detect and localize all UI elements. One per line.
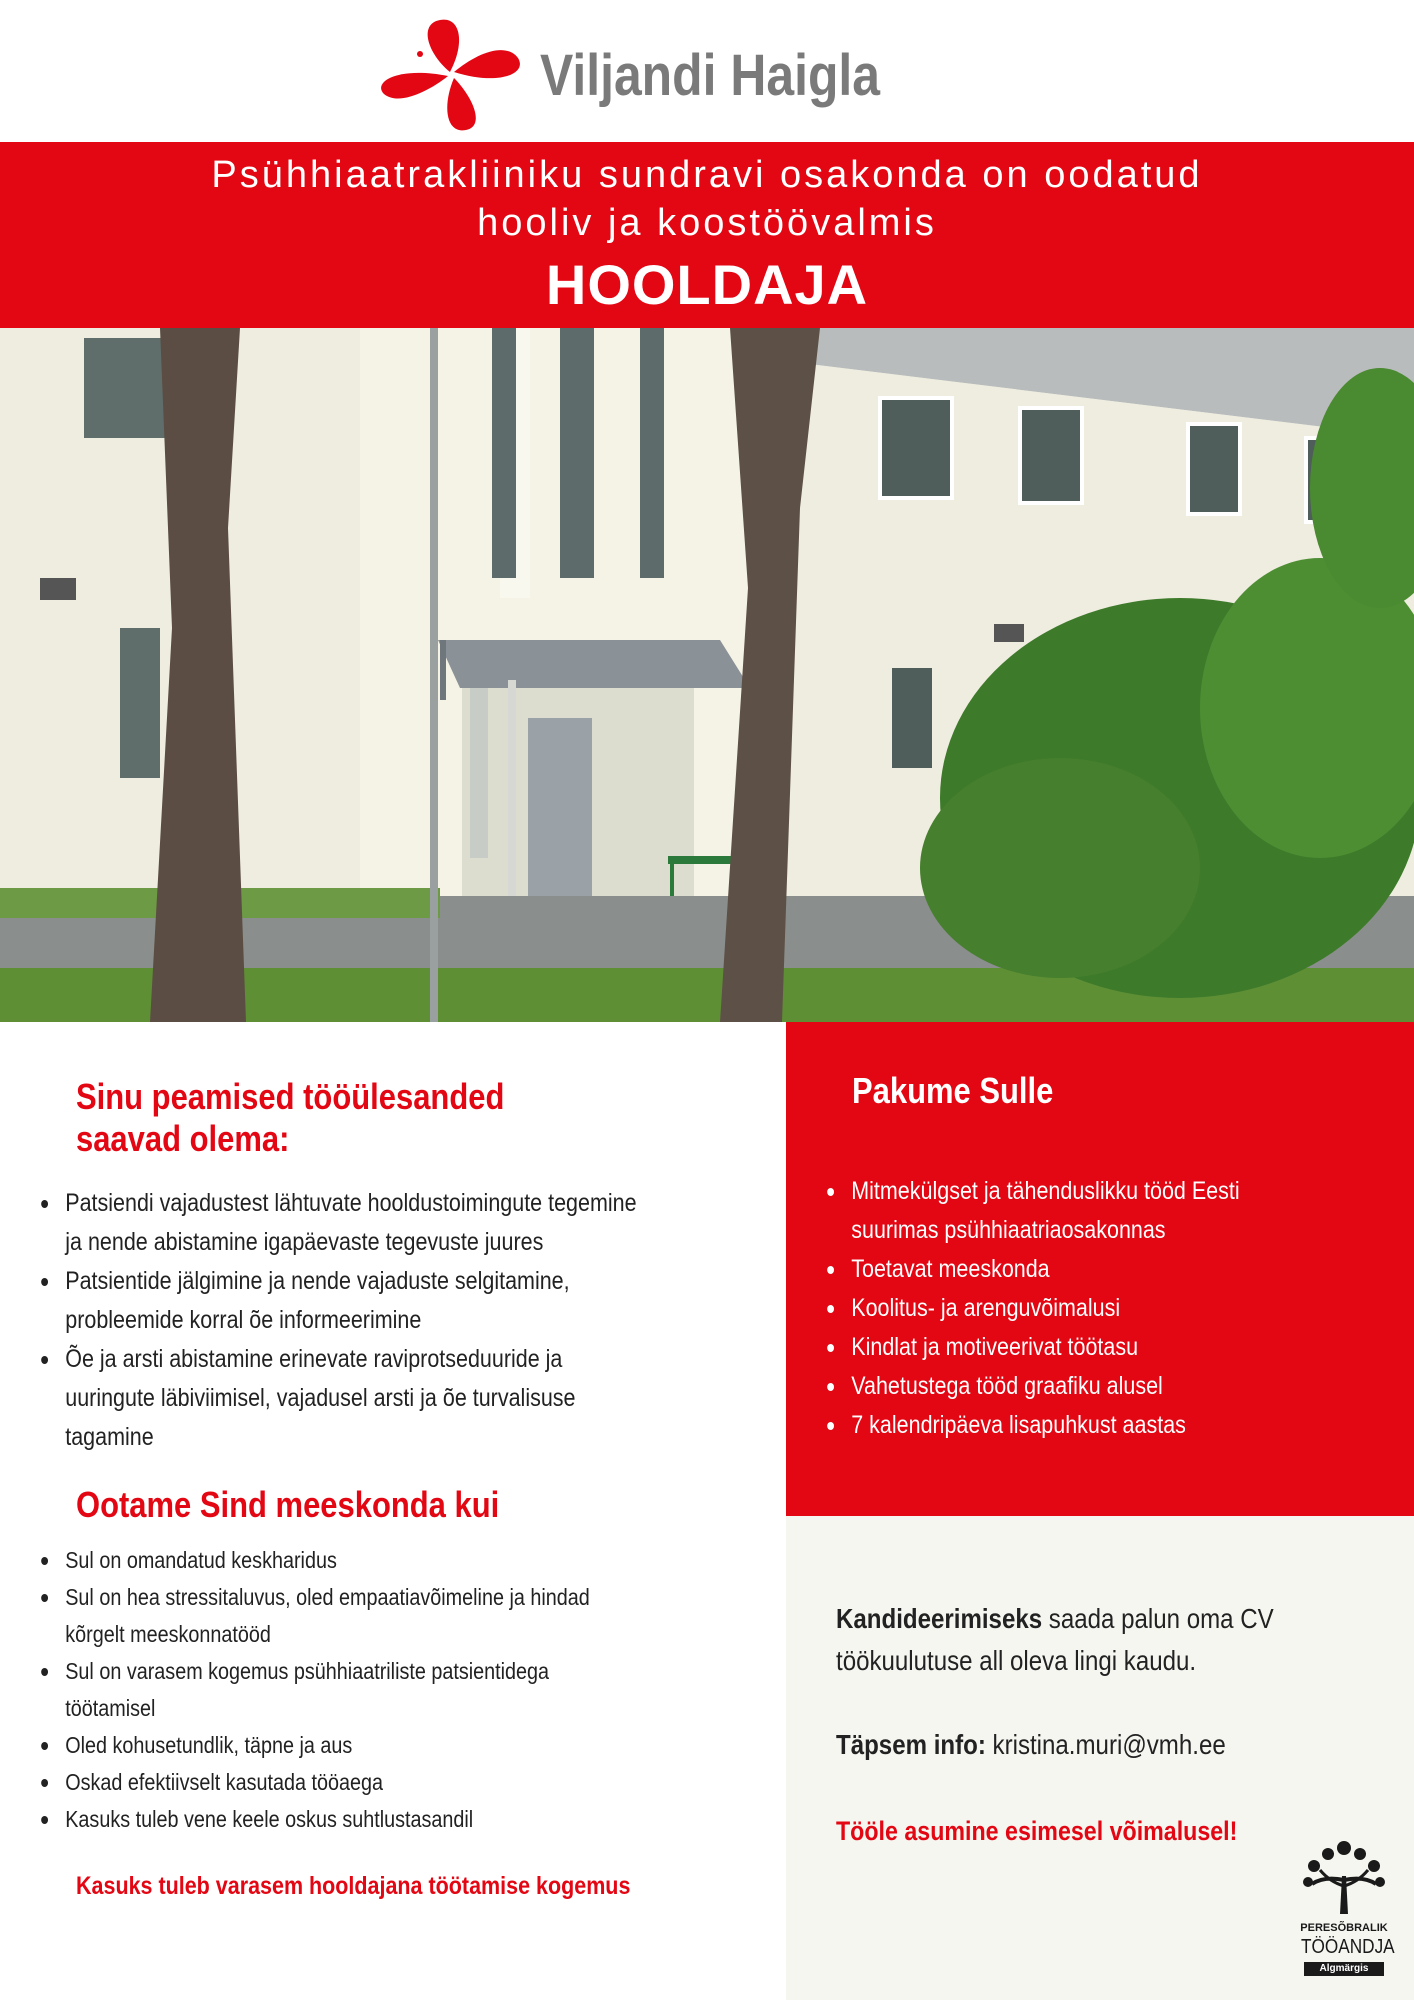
banner-line-2: hooliv ja koostöövalmis xyxy=(477,202,937,244)
start-note: Tööle asumine esimesel võimalusel! xyxy=(836,1816,1238,1846)
building-photo xyxy=(0,328,1414,1022)
experience-note: Kasuks tuleb varasem hooldajana töötamise kogemus xyxy=(76,1872,631,1900)
tree-people-icon xyxy=(1294,1836,1394,1916)
list-item: Koolitus- ja arenguvõimalusi xyxy=(822,1289,1390,1328)
list-item: Oled kohusetundlik, täpne ja aus xyxy=(36,1727,793,1764)
list-item: Sul on omandatud keskharidus xyxy=(36,1542,793,1579)
email-link[interactable]: kristina.muri@vmh.ee xyxy=(985,1729,1226,1760)
left-column xyxy=(0,1022,786,2000)
list-item: 7 kalendripäeva lisapuhkust aastas xyxy=(822,1406,1390,1445)
list-item: Kindlat ja motiveerivat töötasu xyxy=(822,1328,1390,1367)
badge-line-1: PERESÕBRALIK xyxy=(1300,1922,1388,1934)
offer-heading: Pakume Sulle xyxy=(852,1070,1054,1111)
title-banner xyxy=(0,142,1414,328)
info-text: Täpsem info: kristina.muri@vmh.ee xyxy=(836,1729,1226,1760)
logo-text: Viljandi Haigla xyxy=(540,43,881,108)
banner-line-1: Psühhiaatrakliiniku sundravi osakonda on oodatud xyxy=(211,154,1203,196)
family-friendly-badge xyxy=(1294,1836,1394,1986)
list-item: Sul on varasem kogemus psühhiaatriliste patsientidega töötamisel xyxy=(36,1653,793,1727)
list-item: Õe ja arsti abistamine erinevate raviprotseduuride ja uuringute läbiviimisel, vajadusel arsti ja õe turvalisuse tagamine xyxy=(36,1340,793,1457)
list-item: Patsientide jälgimine ja nende vajaduste selgitamine, probleemide korral õe informeerimine xyxy=(36,1262,793,1340)
four-petal-flower-icon xyxy=(368,14,528,134)
list-item: Mitmekülgset ja tähenduslikku tööd Eesti suurimas psühhiaatriaosakonnas xyxy=(822,1172,1390,1250)
list-item: Toetavat meeskonda xyxy=(822,1250,1390,1289)
contact-box xyxy=(786,1516,1414,2000)
header xyxy=(0,0,1414,142)
job-title: HOOLDAJA xyxy=(545,253,869,316)
tasks-heading: Sinu peamised tööülesanded saavad olema: xyxy=(76,1076,505,1159)
offer-list xyxy=(822,1172,1390,1445)
list-item: Sul on hea stressitaluvus, oled empaatiavõimeline ja hindad kõrgelt meeskonnatööd xyxy=(36,1579,793,1653)
tasks-list xyxy=(36,1184,793,1457)
badge-line-3: Algmärgis xyxy=(1304,1962,1384,1976)
requirements-heading: Ootame Sind meeskonda kui xyxy=(76,1484,500,1525)
list-item: Patsiendi vajadustest lähtuvate hooldustoimingute tegemine ja nende abistamine igapäevaste tegevuste juures xyxy=(36,1184,793,1262)
list-item: Oskad efektiivselt kasutada tööaega xyxy=(36,1764,793,1801)
list-item: Vahetustega tööd graafiku alusel xyxy=(822,1367,1390,1406)
list-item: Kasuks tuleb vene keele oskus suhtlustasandil xyxy=(36,1801,793,1838)
requirements-list xyxy=(36,1542,793,1838)
apply-text: Kandideerimiseks saada palun oma CV töökuulutuse all oleva lingi kaudu. xyxy=(836,1603,1274,1676)
badge-line-2: TÖÖANDJA xyxy=(1301,1936,1395,1958)
offer-box xyxy=(786,1022,1414,1516)
